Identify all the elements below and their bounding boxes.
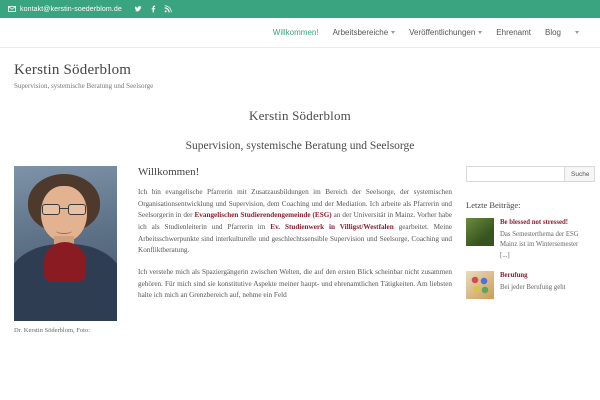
social-links <box>134 5 172 13</box>
top-utility-bar <box>0 0 600 18</box>
search-form <box>466 166 590 182</box>
post-excerpt: Bei jeder Berufung geht <box>500 283 566 291</box>
nav-label: Willkommen! <box>272 28 319 37</box>
para1-part-c: gearbeitet. Meine Arbeitsschwerpunkte sind interkulturelle und geschlechtssensible Supervision und Seelsorge, Coaching und Konfliktberatung. <box>138 222 452 255</box>
search-button[interactable]: Suche <box>565 166 595 182</box>
nav-item-more[interactable] <box>568 31 586 34</box>
nav-label: Blog <box>544 28 561 37</box>
site-title[interactable]: Kerstin Söderblom <box>14 62 132 78</box>
article-paragraph-1 <box>138 187 452 257</box>
search-input[interactable] <box>466 166 565 182</box>
portrait-column <box>14 166 124 335</box>
nav-item-ehrenamt[interactable] <box>489 28 538 37</box>
main-navigation <box>0 18 600 48</box>
forest-thumbnail <box>466 218 494 246</box>
nav-item-willkommen[interactable] <box>266 28 326 37</box>
nav-label: Arbeitsbereiche <box>332 28 389 37</box>
list-item[interactable] <box>466 271 586 299</box>
article-title: Willkommen! <box>138 166 200 178</box>
site-tagline: Supervision, systemische Beratung und Seelsorge <box>14 82 154 90</box>
article-paragraph-2: Ich verstehe mich als Spaziergängerin zwischen Welten, die auf den ersten Blick scheinbar nicht zusammen gehören. Für mich sind sie konstitutive Aspekte meiner haupt- und ehrenamtlichen Tätigkeiten. Am liebsten halte ich mich an Grenzbereich auf, nehme ein Feld <box>138 267 452 300</box>
hero-heading: Kerstin Söderblom <box>249 108 351 123</box>
recent-posts-title: Letzte Beiträge: <box>466 200 521 210</box>
glasses-icon <box>41 204 87 215</box>
nav-item-arbeitsbereiche[interactable] <box>326 28 403 37</box>
rss-icon[interactable] <box>164 5 172 13</box>
nav-label: Ehrenamt <box>496 28 531 37</box>
nav-item-blog[interactable] <box>538 28 568 37</box>
studienwerk-link[interactable]: Ev. Studienwerk in Villigst/Westfalen <box>270 222 394 231</box>
portrait-smile <box>56 228 72 234</box>
portrait-scarf <box>44 242 86 282</box>
post-title[interactable]: Be blessed not stressed! <box>500 219 569 226</box>
chevron-down-icon <box>478 31 482 34</box>
list-item[interactable] <box>466 218 586 261</box>
post-title[interactable]: Berufung <box>500 271 528 279</box>
twitter-icon[interactable] <box>134 5 142 13</box>
chevron-down-icon <box>575 31 579 34</box>
chevron-down-icon <box>391 31 395 34</box>
portrait-photo <box>14 166 117 321</box>
hero-subheading: Supervision, systemische Beratung und Seelsorge <box>185 140 415 152</box>
article-column <box>138 166 452 335</box>
contact-email-link[interactable]: kontakt@kerstin-soederblom.de <box>20 5 122 13</box>
nav-label: Veröffentlichungen <box>409 28 476 37</box>
esg-link[interactable]: Evangelischen Studierendengemeinde (ESG) <box>194 211 332 220</box>
hero-section <box>0 100 600 166</box>
para1-part-b: an der Universität in Mainz. Vorher habe ich als Studienleiterin und Pfarrerin im <box>138 211 452 231</box>
envelope-icon <box>8 6 16 12</box>
facebook-icon[interactable] <box>149 5 157 13</box>
page-body <box>0 166 600 335</box>
para1-part-a: Ich bin evangelische Pfarrerin mit Zusatzausbildungen im Bereich der Seelsorge, der systemischen Organisationsentwicklung und Supervision, dem Coaching und der Mediation. Ich arbeite als Pfarrerin und Seelsorgerin in der <box>138 188 452 220</box>
post-excerpt: Das Semesterthema der ESG Mainz ist im Wintersemester [...] <box>500 231 579 259</box>
sidebar <box>466 166 590 335</box>
colorful-thumbnail <box>466 271 494 299</box>
site-header <box>0 48 600 100</box>
nav-item-veroeffentlichungen[interactable] <box>402 28 489 37</box>
portrait-caption: Dr. Kerstin Söderblom, Foto: <box>14 327 91 334</box>
